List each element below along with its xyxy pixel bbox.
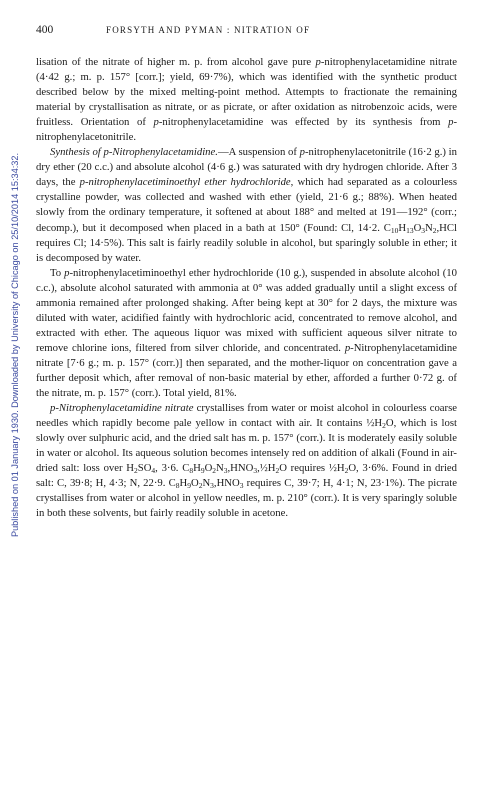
subscript: 2 [275, 466, 280, 476]
subscript: 2 [212, 466, 217, 476]
text-run: ,½H [257, 462, 276, 475]
text-run: which had separated as a colourless crystalline powder, was collected and washed with ether (yield, 21·6 g.; 88%). When heated slowly from the ordinary temperature, it softened at about 188° and melted at 191—192° (corr.; decomp.), but it decomposed when placed in a bath at 150° (Found: Cl, 14·2. C [36, 176, 458, 234]
subscript: 4 [151, 466, 156, 476]
subscript: 3 [253, 466, 258, 476]
italic-run: p [315, 56, 321, 68]
paragraph-isolation [36, 55, 457, 145]
text-run: ,HNO [227, 462, 254, 475]
text-run: To [50, 266, 65, 279]
text-run: ,HNO [213, 477, 240, 490]
subscript: 3 [210, 481, 214, 491]
subscript: 3 [223, 466, 228, 476]
subscript: 3 [239, 481, 244, 491]
italic-run: -Nitrophenylacetamidine nitrate [55, 402, 194, 415]
subscript: 9 [187, 481, 191, 491]
subscript: 9 [200, 466, 205, 476]
italic-run: p [153, 116, 159, 129]
text-run: —A suspension of [217, 146, 300, 159]
text-run: -nitrophenylacetonitrile. [36, 116, 457, 144]
text-run: SO [137, 462, 152, 475]
subscript: 8 [175, 481, 180, 491]
text-run: ,HCl requires Cl; 14·5%). This salt is fairly readily soluble in alcohol, but sparingly soluble in ether; it is decomposed by water. [36, 221, 457, 264]
subscript: 2 [134, 466, 138, 476]
text-run: -nitrophenylacetonitrile (16·2 g.) in dry ether (20 c.c.) and absolute alcohol (4·6 g.) was saturated with dry hydrogen chloride. After 3 days, the [36, 146, 457, 189]
subscript: 10 [390, 225, 399, 235]
text-run: N [202, 477, 211, 490]
text-run: O requires ½H [279, 462, 345, 475]
paragraph-synthesis [36, 145, 457, 265]
text-run: -nitrophenylacetamidine nitrate (4·42 g.; m. p. 157° [corr.]; yield, 69·7%), which was identified with the synthetic product described below by the mixed melting-point method. Attempts to fractionate the remaining material by crystallisation as nitrate, or as picrate, or after oxidation as nitrobenzoic acids, were fruitless. Orientation of [36, 56, 457, 129]
text-run: N [425, 221, 433, 234]
text-run: requires C, 39·7; H, 4·1; N, 23·1%). The picrate crystallises from water or alcohol in yellow needles, m. p. 210° (corr.). It is very sparingly soluble in both these solvents, but fairly readily soluble in acetone. [36, 477, 458, 520]
italic-run: p [299, 146, 305, 159]
subscript: 2 [382, 421, 386, 431]
subscript: 8 [189, 466, 194, 476]
text-run: O [190, 477, 199, 490]
paragraph-nitrate-properties [36, 401, 457, 521]
italic-run: p [64, 266, 70, 279]
running-head: FORSYTH AND PYMAN : NITRATION OF [106, 25, 311, 35]
subscript: 2 [432, 225, 437, 235]
text-run: O, which is lost slowly over sulphuric acid, and the dried salt has m. p. 157° (corr.). It is moderately easily soluble in water or alcohol. Its aqueous solution becomes intensely red on addition of alkali (Found in air-dried salt: loss over H [36, 417, 457, 475]
text-run: -nitrophenylacetamidine was effected by its synthesis from [158, 116, 449, 129]
italic-run: p [448, 116, 454, 129]
text-run: H [193, 462, 201, 475]
text-run: H [398, 221, 407, 234]
subscript: 2 [344, 466, 349, 476]
italic-run: p [79, 176, 85, 189]
italic-run: Synthesis of [50, 146, 104, 159]
text-run: O [204, 462, 213, 475]
text-run: crystallises from water or moist alcohol in colourless coarse needles which rapidly become pale yellow in contact with air. It contains ½H [36, 402, 457, 430]
text-run: O [413, 221, 422, 234]
text-run: -Nitrophenylacetamidine nitrate [7·6 g.; m. p. 157° (corr.)] then separated, and the mother-liquor on concentration gave a further deposit which, after removal of non-basic material by ether, afforded a further 0·72 g. of the nitrate, m. p. 157° (corr.). Total yield, 81%. [36, 341, 457, 400]
text-run: O, 3·6%. Found in dried salt: C, 39·8; H, 4·3; N, 22·9. C [36, 462, 458, 490]
text-run: -nitrophenylacetiminoethyl ether hydrochloride (10 g.), suspended in absolute alcohol (10 c.c.), absolute alcohol saturated with ammonia at 0° was added gradually until a slight excess of ammonia remained after prolonged shaking. After being kept at 30° for 2 days, the mixture was diluted with water, acidified faintly with hydrochloric acid, concentrated to remove alcohol, and extracted with ether. The aqueous liquor was mixed with sufficient aqueous silver nitrate to remove chlorine ions, filtered from silver chloride, and concentrated. [36, 266, 457, 354]
italic-run: -nitrophenylacetiminoethyl ether hydrochloride, [84, 176, 294, 189]
subscript: 3 [421, 225, 426, 235]
article-body [36, 55, 457, 521]
italic-run: p [344, 341, 351, 354]
page-number: 400 [36, 24, 54, 36]
subscript: 13 [406, 225, 414, 235]
download-watermark [8, 48, 22, 642]
italic-run: -Nitrophenylacetamidine. [108, 146, 218, 159]
text-run: lisation of the nitrate of higher m. p. from alcohol gave pure [36, 56, 316, 68]
italic-run: p [50, 402, 56, 415]
text-run: N [216, 462, 224, 475]
subscript: 2 [198, 481, 203, 491]
italic-run: p [103, 146, 109, 159]
paragraph-preparation [36, 266, 457, 401]
page-header [36, 24, 456, 40]
text-run: , 3·6. C [155, 462, 190, 475]
download-watermark-text: Published on 01 January 1930. Downloaded by University of Chicago on 25/10/2014 15:34:32. [10, 152, 20, 538]
text-run: H [179, 477, 188, 490]
